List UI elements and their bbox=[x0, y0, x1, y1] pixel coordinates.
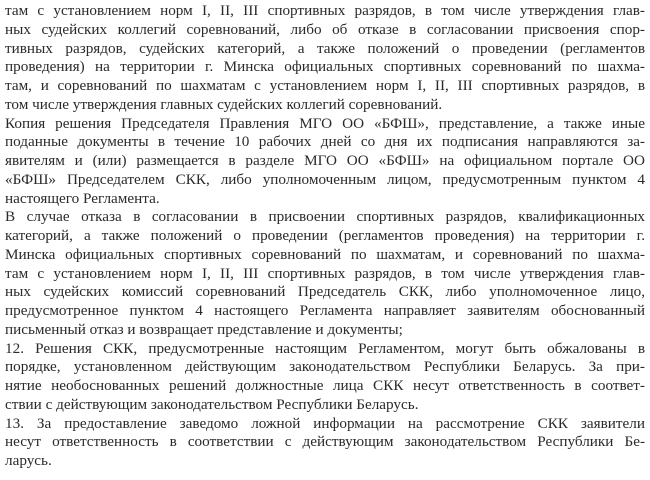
text-line: проведения) на территории г. Минска официальных спортивных соревнований по шахма- bbox=[5, 58, 645, 76]
document-page bbox=[5, 2, 645, 478]
text-line: 12. Решения СКК, предусмотренные настоящим Регламентом, могут быть обжалованы в bbox=[5, 339, 645, 357]
text-line: порядке, установленном действующим законодательством Республики Беларусь. За при- bbox=[5, 358, 645, 376]
text-line: там с установлением норм I, II, III спортивных разрядов, в том числе утверждения глав- bbox=[5, 2, 645, 19]
paragraph-copy-of-decision bbox=[5, 115, 645, 209]
paragraph-item-12 bbox=[5, 340, 645, 415]
text-line: несут ответственность в соответствии с действующим законодательством Республики Бе- bbox=[5, 433, 645, 451]
text-line: Копия решения Председателя Правления МГО ОО «БФШ», представление, а также иные bbox=[5, 114, 645, 132]
text-line: 13. За предоставление заведомо ложной информации на рассмотрение СКК заявители bbox=[5, 414, 645, 432]
text-line: ларусь. bbox=[5, 452, 52, 469]
text-line: том числе утверждения главных судейских коллегий соревнований. bbox=[5, 95, 443, 113]
text-line: настоящего Регламента. bbox=[5, 189, 160, 207]
text-line: там с установлением норм I, II, III спортивных разрядов, в том числе утверждения глав- bbox=[5, 264, 645, 282]
paragraph-item-13 bbox=[5, 415, 645, 471]
text-line: нятие необоснованных решений должностные лица СКК несут ответственность в соответ- bbox=[5, 377, 645, 394]
text-line: ных судейских комиссий соревнований Председатель СКК, либо уполномоченное лицо, bbox=[5, 283, 645, 301]
paragraph-continuation bbox=[5, 2, 645, 115]
text-line: тивных разрядов, судейских категорий, а также положений о проведении (регламентов bbox=[5, 39, 645, 57]
text-line: там, и соревнований по шахматам с установлением норм I, II, III спортивных разрядов, в bbox=[5, 77, 645, 94]
text-line: предусмотренное пунктом 4 настоящего Регламента направляет заявителям обоснованный bbox=[5, 302, 645, 319]
text-line: «БФШ» Председателем СКК, либо уполномоченным лицом, предусмотренным пунктом 4 bbox=[5, 170, 645, 188]
text-line: письменный отказ и возвращает представление и документы; bbox=[5, 320, 403, 338]
text-line: Минска официальных спортивных соревнований по шахматам, и соревнований по шахма- bbox=[5, 245, 645, 263]
text-line: В случае отказа в согласовании в присвоении спортивных разрядов, квалификационных bbox=[5, 208, 645, 226]
paragraph-refusal-case bbox=[5, 208, 645, 339]
text-line: категорий, а также положений о проведении (регламентов проведения) на территории г. bbox=[5, 227, 645, 244]
text-line: поданные документы в течение 10 рабочих дней со дня их подписания направляются за- bbox=[5, 133, 645, 151]
text-line: ствии с действующим законодательством Республики Беларусь. bbox=[5, 395, 419, 413]
text-line: ных судейских коллегий соревнований, либо об отказе в согласовании присвоения спор- bbox=[5, 20, 645, 38]
text-line: явителям и (или) размещается в разделе МГО ОО «БФШ» на официальном портале ОО bbox=[5, 152, 645, 169]
